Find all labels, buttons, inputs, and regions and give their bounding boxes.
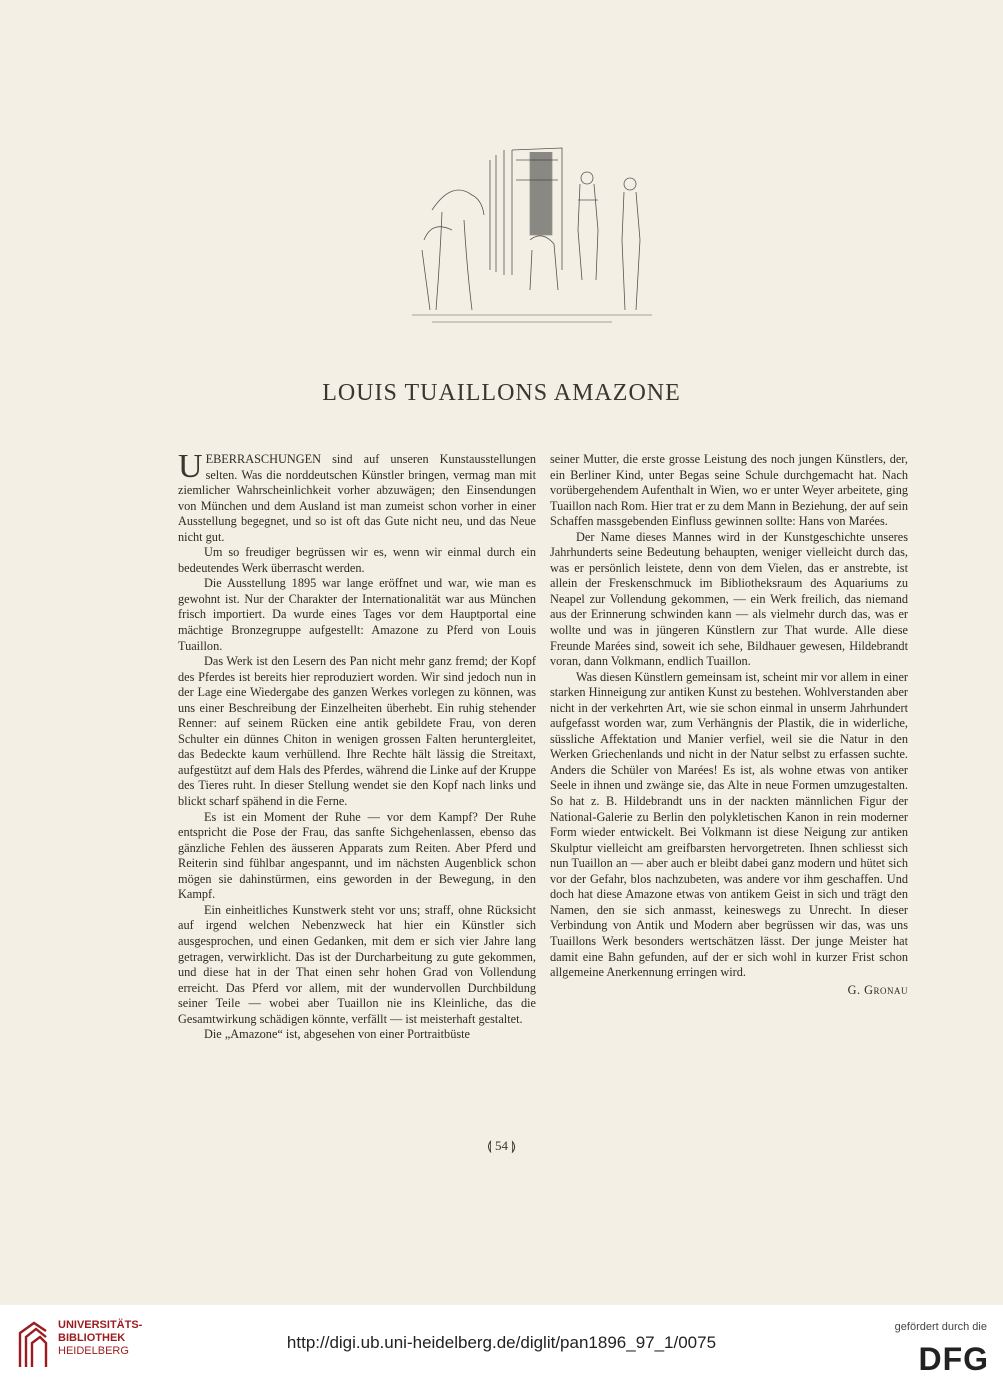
paragraph: Um so freudiger begrüssen wir es, wenn wir einmal durch ein bedeutendes Werk überrascht werden. xyxy=(178,545,536,575)
article-title: LOUIS TUAILLONS AMAZONE xyxy=(322,380,681,406)
paragraph: seiner Mutter, die erste grosse Leistung des noch jungen Künstlers, der, ein Berliner Kind, unter Begas seine Schule durchgemacht hat. Nach vorübergehendem Aufenthalt in Wien, wo er unter Weyer arbeitete, ging Tuaillon nach Rom. Hier trat er zu dem Mann in Beziehung, der auf sein Schaffen massgebenden Einfluss gewinnen sollte: Hans von Marées. xyxy=(550,452,908,529)
permalink-url[interactable]: http://digi.ub.uni-heidelberg.de/diglit/pan1896_97_1/0075 xyxy=(286,1333,717,1352)
paragraph: Es ist ein Moment der Ruhe — vor dem Kampf? Der Ruhe entspricht die Pose der Frau, das sanfte Sichgehenlassen, ebenso das gänzliche Fehlen des äusseren Apparats zum Reiten. Aber Pferd und Reiterin sind fühlbar angespannt, und im nächsten Augenblick schon mögen sie dahinstürmen, eins geworden in der Bewegung, in den Kampf. xyxy=(178,809,536,902)
paragraph: Was diesen Künstlern gemeinsam ist, scheint mir vor allem in einer starken Hinneigung zur antiken Kunst zu bestehen. Wohlverstanden aber nicht in der verkehrten Art, wie sie schon einmal in unserm Jahrhundert aufgefasst worden war, zum Verhängnis der Plastik, die in widerliche, süssliche Affektation und Manier verfiel, weil sie die Natur in den Werken Griechenlands und nicht in der Natur selbst zu erfassen suchte. Anders die Schüler von Marées! Es ist, als wohne etwas von antiker Seele in ihnen und zwänge sie, das Alte in neue Formen umzugestalten. So hat z. B. Hildebrandt uns in der nackten männlichen Figur der National-Galerie zu Berlin den polykletischen Kanon in rein moderner Form wieder entwickelt. Bei Volkmann ist diese Neigung zur antiken Skulptur vielleicht am greifbarsten hervorgetreten. Ihnen schliesst sich nun Tuaillon an — aber auch er bleibt dabei ganz modern und hütet sich vor der Gefahr, blos nachzubeten, was andere vor ihm geschaffen. Und doch hat diese Amazone etwas von antikem Geist in sich und trägt den Namen, den sie sich anmasst, keineswegs zu Unrecht. In dieser Verbindung von Antik und Modern aber begrüssen wir das, was uns Tuaillons Werk besonders wertschätzen lässt. Der junge Meister hat damit eine Bahn gefunden, auf der er sich wohl in kurzer Frist schon allgemeine Anerkennung erringen wird. xyxy=(550,669,908,980)
sketch-illustration xyxy=(412,140,652,330)
paragraph-1: UEBERRASCHUNGEN sind auf unseren Kunstausstellungen selten. Was die norddeutschen Künstler bringen, vermag man mit ziemlicher Wahrscheinlichkeit vorher abzuwägen; den Einsendungen von München und dem Ausland ist man zumeist schon vorher in einer Ausstellung begegnet, und so ist oft das Gute nicht neu, und das Neue nicht gut. xyxy=(178,448,536,544)
page-number: ⟬ 54 ⟭ xyxy=(486,1138,517,1153)
library-footer xyxy=(0,1305,1003,1387)
drop-cap: U xyxy=(178,448,203,485)
author-signature: G. Gronau xyxy=(847,982,908,997)
funded-by-label: gefördert durch die xyxy=(894,1321,987,1333)
right-column xyxy=(550,452,908,998)
paragraph: Das Werk ist den Lesern des Pan nicht mehr ganz fremd; der Kopf des Pferdes ist bereits hier reproduziert worden. Wir sind jedoch nun in der Lage eine Wiedergabe des ganzen Werkes vorlegen zu können, was uns einer Beschreibung der Einzelheiten überhebt. Ein ruhig stehender Renner: auf seinem Rücken eine antik gebildete Frau, von deren Schulter ein dünnes Chiton in wenigen grossen Falten heruntergleitet, das Bedeckte kaum verhüllend. Ihre Rechte hält lässig die Streitaxt, aufgestützt auf dem Hals des Pferdes, während die Linke auf der Kruppe des Tieres ruht. In dieser Stellung wendet sie den Kopf nach links und blickt scharf spähend in die Ferne. xyxy=(178,654,536,809)
dfg-logo: DFG xyxy=(918,1341,989,1377)
paragraph: Die „Amazone“ ist, abgesehen von einer Portraitbüste xyxy=(204,1027,470,1042)
library-name: UNIVERSITÄTS- BIBLIOTHEK HEIDELBERG xyxy=(58,1319,143,1357)
paragraph: Der Name dieses Mannes wird in der Kunstgeschichte unseres Jahrhunderts seine Bedeutung behaupten, weniger vielleicht durch das, was er persönlich leistete, denn von dem Vielen, das er anstrebte, ist allein der Freskenschmuck im Bibliotheksraum des Aquariums zu Neapel zur Vollendung gekommen, — ein Werk freilich, das niemand aus der Erinnerung schwinden kann — als vielmehr durch das, was er wollte und was in jüngeren Künstlern zur That wurde. Alle diese Freunde Marées sind, soweit ich sehe, Bildhauer gewesen, Hildebrandt voran, dann Volkmann, endlich Tuaillon. xyxy=(550,529,908,669)
left-column xyxy=(178,448,536,1043)
paragraph: Die Ausstellung 1895 war lange eröffnet und war, wie man es gewohnt ist. Nur der Charakter der Internationalität war aus München frisch importiert. Da wurde eines Tages vor dem Hauptportal eine mächtige Bronzegruppe aufgestellt: Amazone zu Pferd von Louis Tuaillon. xyxy=(178,576,536,653)
paragraph: Ein einheitliches Kunstwerk steht vor uns; straff, ohne Rücksicht auf irgend welchen Nebenzweck hat hier ein Künstler sich ausgesprochen, und einen Gedanken, mit dem er sich vier Jahre lang getragen, verwirklicht. Das ist der Durcharbeitung zu gute gekommen, und diese hat in der That einen sehr hohen Grad von Vollendung erreicht. Das Pferd vor allem, mit der wundervollen Durchbildung seiner Teile — wobei aber Tuaillon nie ins Kleinliche, das die Gesamtwirkung schädigen könnte, verfällt — ist meisterhaft gestaltet. xyxy=(178,902,536,1026)
